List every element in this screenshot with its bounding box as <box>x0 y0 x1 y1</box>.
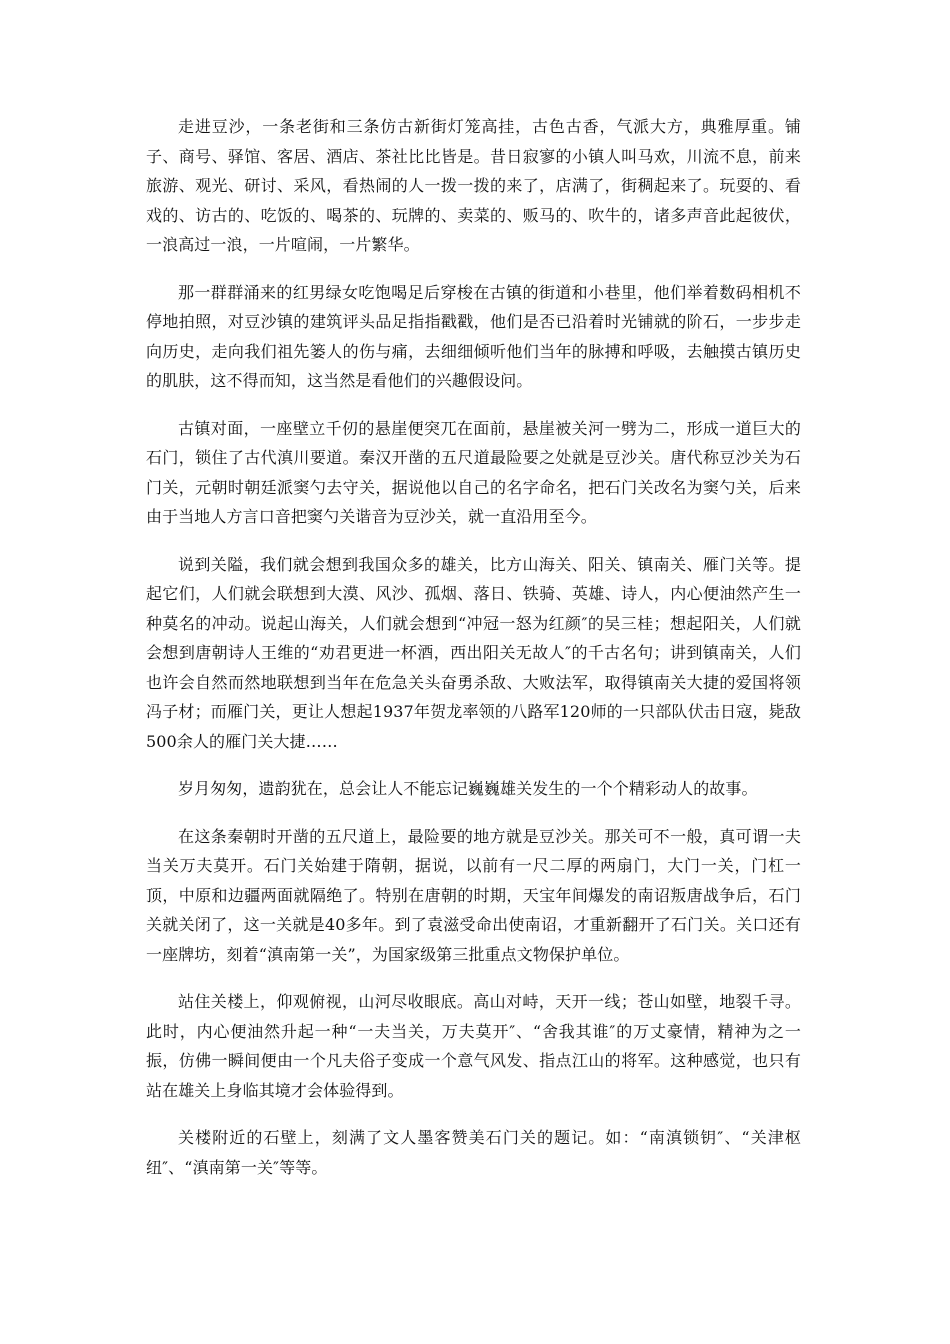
paragraph-6: 在这条秦朝时开凿的五尺道上，最险要的地方就是豆沙关。那关可不一般，真可谓一夫当关万夫莫开。石门关始建于隋朝，据说，以前有一尺二厚的两扇门，大门一关，门杠一顶，中原和边疆两面就隔绝了。特别在唐朝的时期，天宝年间爆发的南诏叛唐战争后，石门关就关闭了，这一关就是40多年。到了袁滋受命出使南诏，才重新翻开了石门关。关口还有一座牌坊，刻着“滇南第一关”，为国家级第三批重点文物保护单位。 <box>146 826 801 964</box>
paragraph-4: 说到关隘，我们就会想到我国众多的雄关，比方山海关、阳关、镇南关、雁门关等。提起它们，人们就会联想到大漠、风沙、孤烟、落日、铁骑、英雄、诗人，内心便油然产生一种莫名的冲动。说起山海关，人们就会想到“冲冠一怒为红颜″的吴三桂；想起阳关，人们就会想到唐朝诗人王维的“劝君更进一杯酒，西出阳关无故人″的千古名句；讲到镇南关，人们也许会自然而然地联想到当年在危急关头奋勇杀敌、大败法军，取得镇南关大捷的爱国将领冯子材；而雁门关，更让人想起1937年贺龙率领的八路军120师的一只部队伏击日寇，毙敌500余人的雁门关大捷…… <box>146 554 801 751</box>
paragraph-7: 站住关楼上，仰观俯视，山河尽收眼底。高山对峙，天开一线；苍山如壁，地裂千寻。此时，内心便油然升起一种“一夫当关，万夫莫开″、“舍我其谁″的万丈豪情，精神为之一振，仿佛一瞬间便由一个凡夫俗子变成一个意气风发、指点江山的将军。这种感觉，也只有站在雄关上身临其境才会体验得到。 <box>146 992 801 1100</box>
paragraph-8: 关楼附近的石壁上，刻满了文人墨客赞美石门关的题记。如：“南滇锁钥″、“关津枢纽″、“滇南第一关″等等。 <box>146 1128 801 1177</box>
paragraph-5: 岁月匆匆，遗韵犹在，总会让人不能忘记巍巍雄关发生的一个个精彩动人的故事。 <box>178 779 758 798</box>
paragraph-2: 那一群群涌来的红男绿女吃饱喝足后穿梭在古镇的街道和小巷里，他们举着数码相机不停地拍照，对豆沙镇的建筑评头品足指指戳戳，他们是否已沿着时光铺就的阶石，一步步走向历史，走向我们祖先篓人的伤与痛，去细细倾听他们当年的脉搏和呼吸，去触摸古镇历史的肌肤，这不得而知，这当然是看他们的兴趣假设问。 <box>146 282 801 390</box>
document-body <box>146 112 801 1200</box>
paragraph-1: 走进豆沙，一条老街和三条仿古新街灯笼高挂，古色古香，气派大方，典雅厚重。铺子、商号、驿馆、客居、酒店、茶社比比皆是。昔日寂寥的小镇人叫马欢，川流不息，前来旅游、观光、研讨、采风，看热闹的人一拨一拨的来了，店满了，街稠起来了。玩耍的、看戏的、访古的、吃饭的、喝茶的、玩牌的、卖菜的、贩马的、吹牛的，诸多声音此起彼伏，一浪高过一浪，一片喧闹，一片繁华。 <box>146 117 801 254</box>
paragraph-3: 古镇对面，一座壁立千仞的悬崖便突兀在面前，悬崖被关河一劈为二，形成一道巨大的石门，锁住了古代滇川要道。秦汉开凿的五尺道最险要之处就是豆沙关。唐代称豆沙关为石门关，元朝时朝廷派窦勺去守关，据说他以自己的名字命名，把石门关改名为窦勺关，后来由于当地人方言口音把窦勺关谐音为豆沙关，就一直沿用至今。 <box>146 418 801 526</box>
